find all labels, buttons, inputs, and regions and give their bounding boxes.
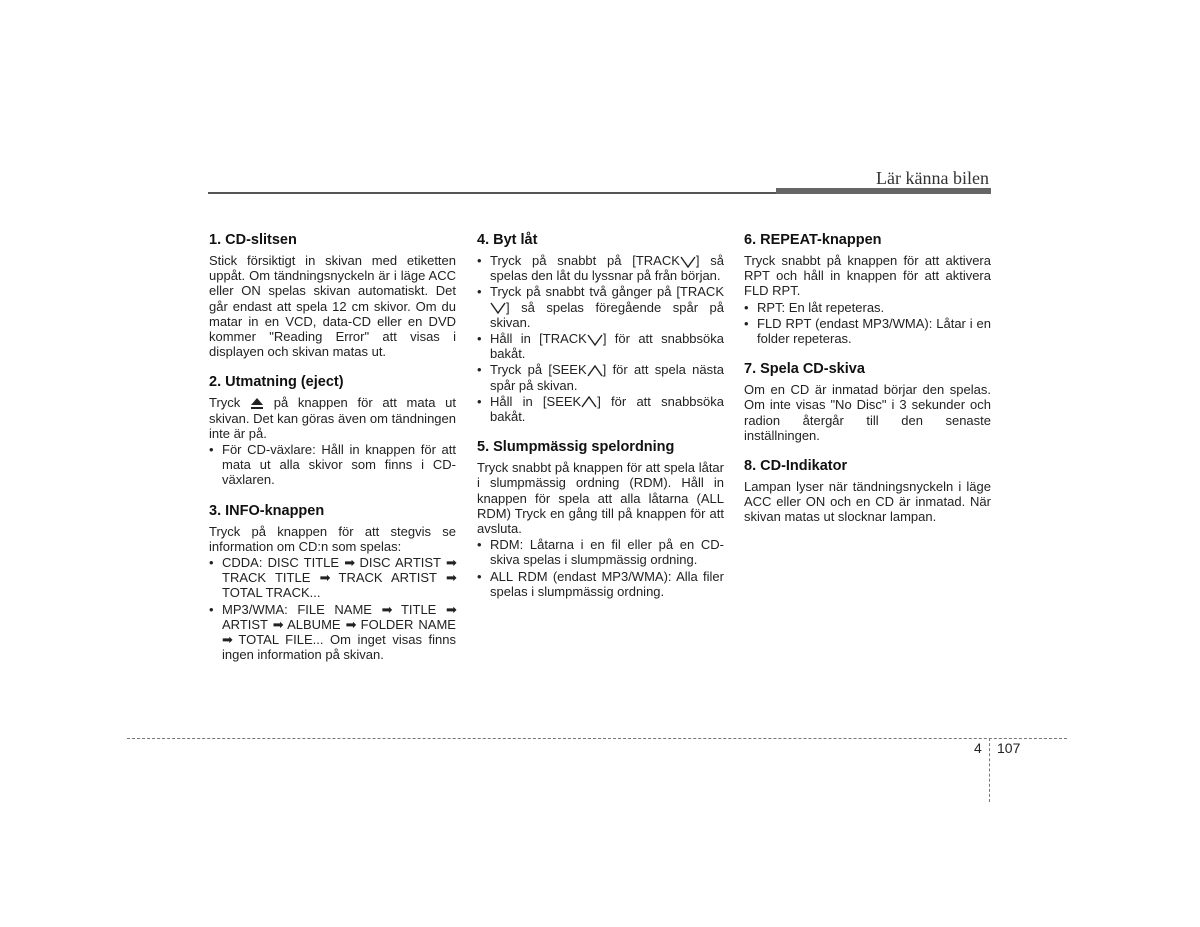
section-play-cd: [744, 361, 991, 443]
section-heading: 5. Slumpmässig spelordning: [477, 439, 675, 456]
list-item: • RDM: Låtarna i en fil eller på en CD-skiva spelas i slumpmässig ordning.: [477, 537, 724, 567]
bullet-list: [477, 537, 724, 599]
chevron-down-icon: [587, 334, 603, 346]
section-text: Tryck snabbt på knappen för att spela låtar i slumpmässig ordning (RDM). Håll in knappen för spela att alla låtarna (ALL RDM) Tryck en gång till på knappen för att avsluta.: [477, 460, 724, 537]
bullet-list: [744, 300, 991, 347]
section-heading: 6. REPEAT-knappen: [744, 232, 882, 248]
text-fragment: ALBUME: [287, 616, 341, 632]
text-fragment: Tryck på snabbt på [TRACK: [490, 253, 680, 268]
text-fragment: ] så spelas den låt du lyssnar på från början.: [490, 253, 724, 284]
right-arrow-icon: ➡: [272, 616, 284, 632]
section-eject: [209, 374, 456, 487]
list-item: • ALL RDM (endast MP3/WMA): Alla filer spelas i slumpmässig ordning.: [477, 569, 724, 599]
right-arrow-icon: ➡: [445, 601, 457, 617]
bullet-list: [209, 555, 456, 662]
text-fragment: Håll in [TRACK: [490, 331, 587, 347]
header-rule-accent: [776, 188, 991, 194]
section-info-button: [209, 503, 456, 663]
text-fragment: på knappen för att mata ut skivan. Det kan göras även om tändningen inte är på.: [209, 395, 456, 441]
right-arrow-icon: ➡: [381, 601, 393, 617]
text-fragment: ARTIST: [222, 616, 268, 632]
section-heading: 4. Byt låt: [477, 232, 538, 248]
list-item: [477, 284, 724, 330]
section-heading: 8. CD-Indikator: [744, 458, 848, 475]
text-fragment: ] så spelas föregående spår på skivan.: [490, 299, 724, 330]
column-3: [744, 232, 991, 540]
section-cd-indicator: [744, 458, 991, 525]
bullet-list: [477, 253, 724, 424]
section-heading: 2. Utmatning (eject): [209, 374, 344, 391]
eject-icon: [250, 398, 264, 410]
column-2: [477, 232, 724, 614]
text-fragment: TOTAL FILE... Om inget visas finns ingen information på skivan.: [222, 632, 456, 663]
list-item: • RPT: En låt repeteras.: [744, 300, 991, 315]
text-fragment: Tryck på snabbt två gånger på [TRACK: [490, 284, 724, 300]
section-text: Stick försiktigt in skivan med etiketten uppåt. Om tändningsnyckeln är i läge ACC eller ON spelas skivan automatiskt. Det går endast att spela 12 cm skivor. Om du matar in en VCD, data-CD eller en DVD kommer "Reading Error" att visas i displayen och skivan matas ut.: [209, 253, 456, 360]
text-fragment: CDDA: DISC TITLE: [222, 555, 340, 571]
text-fragment: TOTAL TRACK...: [222, 585, 321, 601]
chevron-up-icon: [581, 396, 597, 408]
text-fragment: MP3/WMA: FILE NAME: [222, 601, 372, 617]
chevron-up-icon: [587, 365, 603, 377]
right-arrow-icon: ➡: [319, 570, 331, 586]
column-1: [209, 232, 456, 677]
list-item: [477, 362, 724, 392]
chevron-down-icon: [680, 256, 696, 268]
right-arrow-icon: ➡: [445, 555, 457, 571]
list-item: • FLD RPT (endast MP3/WMA): Låtar i en folder repeteras.: [744, 316, 991, 346]
section-text: Lampan lyser när tändningsnyckeln i läge ACC eller ON och en CD är inmatad. När skivan matas ut slocknar lampan.: [744, 479, 991, 525]
text-fragment: Tryck på [SEEK: [490, 362, 587, 378]
list-item: [477, 253, 724, 283]
section-text: Om en CD är inmatad börjar den spelas. Om inte visas "No Disc" i 3 sekunder och radion återgår till den senaste inställningen.: [744, 382, 991, 443]
text-fragment: Tryck: [209, 395, 241, 411]
section-heading: 7. Spela CD-skiva: [744, 361, 865, 378]
section-text: Tryck på knappen för att stegvis se information om CD:n som spelas:: [209, 523, 456, 554]
chevron-down-icon: [490, 302, 506, 314]
footer-vertical-divider: [989, 738, 990, 802]
section-text: Tryck snabbt på knappen för att aktivera RPT och håll in knappen för att aktivera FLD RPT.: [744, 253, 991, 299]
section-cd-slot: [209, 232, 456, 359]
footer-divider: [127, 738, 1067, 739]
list-item: [209, 555, 456, 601]
text-fragment: TITLE: [400, 601, 437, 617]
list-item: [477, 394, 724, 424]
list-item: • För CD-växlare: Håll in knappen för att mata ut alla skivor som finns i CD-växlaren.: [209, 442, 456, 488]
text-fragment: TRACK TITLE: [222, 570, 311, 586]
page-header-title: Lär känna bilen: [876, 168, 989, 188]
text-fragment: Håll in [SEEK: [490, 393, 582, 409]
text-fragment: ] för att snabbsöka bakåt.: [490, 331, 724, 362]
text-fragment: ] för att spela nästa spår på skivan.: [490, 362, 724, 393]
right-arrow-icon: ➡: [344, 555, 356, 571]
section-heading: 1. CD-slitsen: [209, 232, 297, 248]
chapter-number: 4: [974, 740, 982, 756]
section-repeat-button: [744, 232, 991, 346]
text-fragment: TRACK ARTIST: [338, 570, 437, 586]
bullet-list: [209, 442, 456, 488]
page-number: 107: [997, 740, 1021, 756]
right-arrow-icon: ➡: [222, 632, 233, 648]
right-arrow-icon: ➡: [445, 570, 457, 586]
right-arrow-icon: ➡: [345, 616, 357, 632]
list-item: [209, 602, 456, 663]
section-change-track: [477, 232, 724, 424]
text-fragment: DISC ARTIST: [359, 555, 441, 571]
section-heading: 3. INFO-knappen: [209, 502, 325, 519]
text-fragment: ] för att snabbsöka bakåt.: [490, 393, 724, 425]
text-fragment: FOLDER NAME: [360, 616, 456, 632]
section-random-play: [477, 439, 724, 599]
list-item: [477, 331, 724, 361]
header-rule: [208, 192, 778, 194]
section-text: [209, 395, 456, 441]
